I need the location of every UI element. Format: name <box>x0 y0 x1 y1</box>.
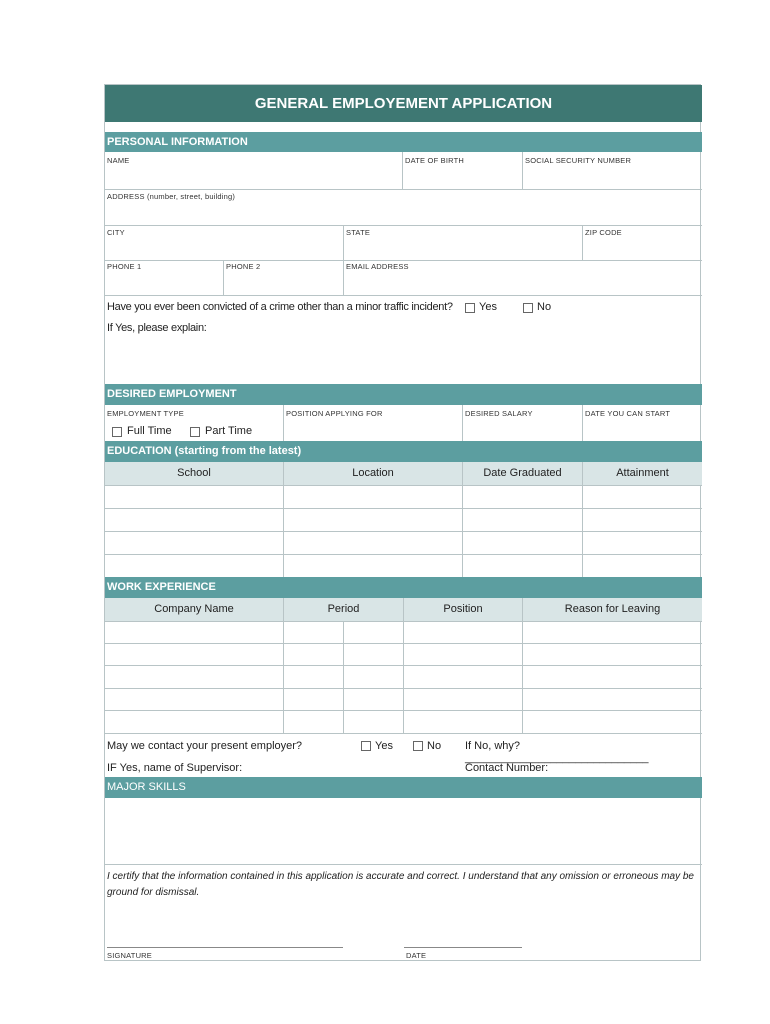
contact-no-label: No <box>427 740 442 752</box>
full-time-checkbox[interactable] <box>112 427 122 437</box>
contact-yes-label: Yes <box>375 740 393 752</box>
state-field[interactable] <box>344 226 582 260</box>
explain-label: If Yes, please explain: <box>107 322 207 334</box>
education-row[interactable] <box>105 509 702 531</box>
explain-field[interactable] <box>105 319 702 383</box>
address-field[interactable] <box>105 190 702 225</box>
full-time-label: Full Time <box>127 425 172 437</box>
contact-number-label: Contact Number: <box>465 762 549 774</box>
desired-salary-label: DESIRED SALARY <box>465 409 533 418</box>
contact-yes-checkbox[interactable] <box>361 741 371 751</box>
state-label: STATE <box>346 228 371 237</box>
start-date-label: DATE YOU CAN START <box>585 409 671 418</box>
certification-statement: I certify that the information contained in this application is accurate and correct. I understand that any omission or erroneous may be ground for dismissal. <box>107 871 694 898</box>
date-of-birth-label: DATE OF BIRTH <box>405 156 464 165</box>
education-row[interactable] <box>105 555 702 577</box>
phone-1-label: PHONE 1 <box>107 262 142 271</box>
ssn-field[interactable] <box>523 152 702 189</box>
employment-application-form <box>104 84 701 961</box>
section-work-experience: WORK EXPERIENCE <box>105 577 702 598</box>
contact-no-checkbox[interactable] <box>413 741 423 751</box>
email-label: EMAIL ADDRESS <box>346 262 409 271</box>
date-label: DATE <box>406 951 427 960</box>
work-row[interactable] <box>105 711 702 733</box>
contact-employer-question: May we contact your present employer? <box>107 740 303 752</box>
date-of-birth-field[interactable] <box>403 152 522 189</box>
crime-no-checkbox[interactable] <box>523 303 533 313</box>
employment-type-label: EMPLOYMENT TYPE <box>107 409 184 418</box>
zip-code-field[interactable] <box>583 226 702 260</box>
phone-1-field[interactable] <box>105 261 223 295</box>
work-col-company-name: Company Name <box>154 603 234 615</box>
work-col-period: Period <box>327 603 360 615</box>
crime-yes-checkbox[interactable] <box>465 303 475 313</box>
position-label: POSITION APPLYING FOR <box>286 409 383 418</box>
phone-2-field[interactable] <box>224 261 343 295</box>
work-row[interactable] <box>105 666 702 688</box>
section-personal-information: PERSONAL INFORMATION <box>105 132 702 152</box>
date-line[interactable] <box>404 947 522 948</box>
crime-question: Have you ever been convicted of a crime other than a minor traffic incident? <box>107 301 453 313</box>
signature-line[interactable] <box>107 947 343 948</box>
phone-2-label: PHONE 2 <box>226 262 261 271</box>
education-col-attainment: Attainment <box>616 467 669 479</box>
work-col-position: Position <box>443 603 483 615</box>
section-education: EDUCATION (starting from the latest) <box>105 441 702 462</box>
education-row[interactable] <box>105 486 702 508</box>
city-label: CITY <box>107 228 125 237</box>
work-row[interactable] <box>105 644 702 665</box>
address-label: ADDRESS (number, street, building) <box>107 192 236 201</box>
education-col-date-graduated: Date Graduated <box>483 467 562 479</box>
education-table-header <box>105 462 702 485</box>
part-time-label: Part Time <box>205 425 253 437</box>
email-field[interactable] <box>344 261 702 295</box>
education-row[interactable] <box>105 532 702 554</box>
city-field[interactable] <box>105 226 343 260</box>
work-col-reason-for-leaving: Reason for Leaving <box>564 603 661 615</box>
if-no-why[interactable]: If No, why? ______________________________ <box>465 740 649 764</box>
major-skills-field[interactable] <box>105 798 702 864</box>
crime-yes-label: Yes <box>479 301 497 313</box>
work-row[interactable] <box>105 689 702 710</box>
work-row[interactable] <box>105 622 702 643</box>
signature-label: SIGNATURE <box>107 951 152 960</box>
name-label: NAME <box>107 156 130 165</box>
ssn-label: SOCIAL SECURITY NUMBER <box>525 156 632 165</box>
name-field[interactable] <box>105 152 402 189</box>
education-col-school: School <box>177 467 211 479</box>
form-title: GENERAL EMPLOYEMENT APPLICATION <box>105 85 702 122</box>
start-date-field[interactable] <box>583 406 702 441</box>
education-col-location: Location <box>352 467 394 479</box>
position-field[interactable] <box>284 406 462 441</box>
desired-salary-field[interactable] <box>463 406 582 441</box>
crime-no-label: No <box>537 301 552 313</box>
section-desired-employment: DESIRED EMPLOYMENT <box>105 384 702 405</box>
supervisor-label: IF Yes, name of Supervisor: <box>107 762 243 774</box>
zip-code-label: ZIP CODE <box>585 228 622 237</box>
part-time-checkbox[interactable] <box>190 427 200 437</box>
section-major-skills: MAJOR SKILLS <box>105 777 702 798</box>
